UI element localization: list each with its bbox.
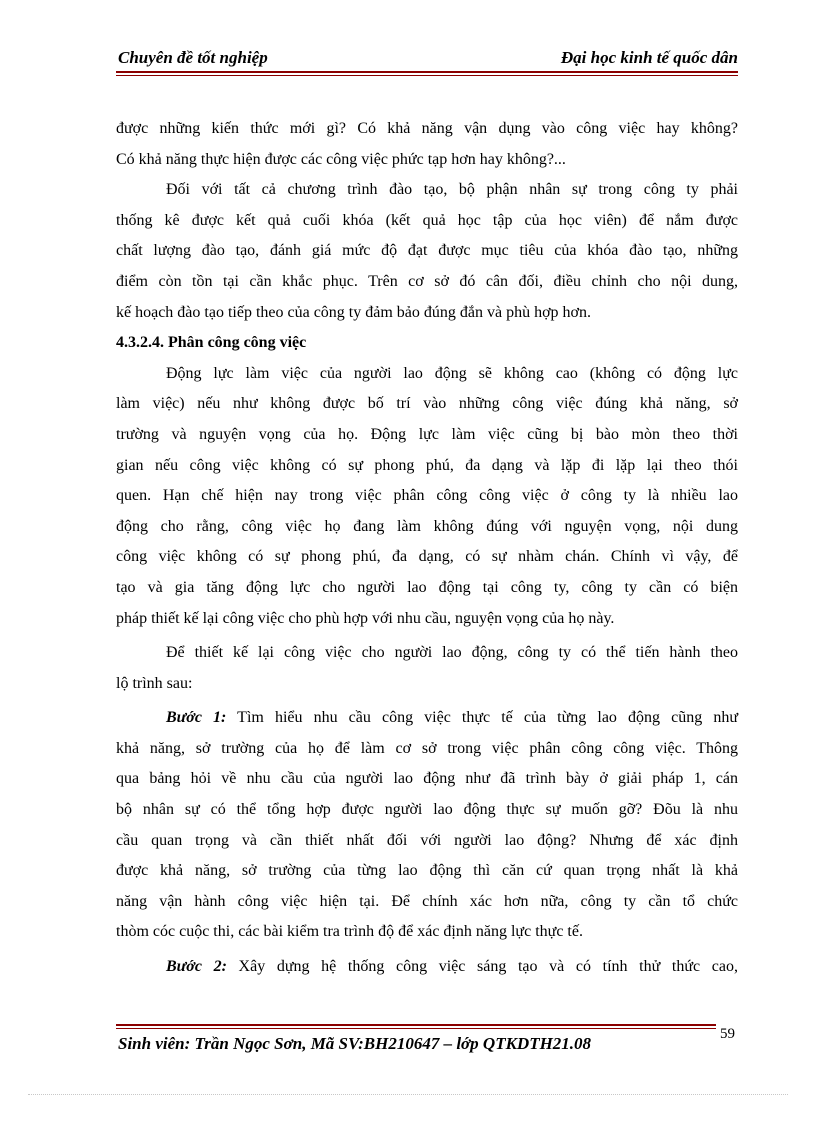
text-line: qua bảng hỏi về nhu cầu của người lao động như đã trình bày ở giải pháp 1, cán bbox=[116, 770, 738, 788]
step-2-text: Xây dựng hệ thống công việc sáng tạo và có tính thử thức cao, bbox=[226, 958, 738, 976]
page-edge-dotted-line bbox=[28, 1094, 788, 1095]
section-heading: 4.3.2.4. Phân công công việc bbox=[116, 334, 307, 352]
step-1-text: Tìm hiểu nhu cầu công việc thực tế của từng lao động cũng như bbox=[226, 709, 738, 727]
page-footer bbox=[116, 1022, 716, 1062]
text-line: lộ trình sau: bbox=[116, 674, 193, 692]
text-line: năng vận hành công việc hiện tại. Để chính xác hơn nữa, công ty cần tổ chức bbox=[116, 892, 738, 910]
text-line: kế hoạch đào tạo tiếp theo của công ty đảm bảo đúng đắn và phù hợp hơn. bbox=[116, 303, 592, 321]
text-line: Động lực làm việc của người lao động sẽ không cao (không có động lực bbox=[166, 364, 738, 382]
text-line: bộ nhân sự có thể tổng hợp được người lao động thực sự muốn gỡ? Đõu là nhu bbox=[116, 801, 738, 819]
text-line: tạo và gia tăng động lực cho người lao động tại công ty, công ty cần có biện bbox=[116, 578, 738, 596]
step-1-first-line bbox=[116, 703, 738, 734]
text-line: làm việc) nếu như không được bố trí vào những công việc đúng khả năng, sở bbox=[116, 395, 738, 413]
text-line: khả năng, sở trường của họ để làm cơ sở trong việc phân công công việc. Thông bbox=[116, 739, 738, 757]
text-line: Để thiết kế lại công việc cho người lao động, công ty có thể tiến hành theo bbox=[166, 644, 738, 662]
page-number: 59 bbox=[720, 1026, 735, 1042]
text-line: động cho rằng, công việc họ đang làm không đúng với nguyện vọng, nội dung bbox=[116, 517, 738, 535]
page-header bbox=[116, 48, 738, 72]
text-line: gian nếu công việc không có sự phong phú, đa dạng và lặp đi lặp lại theo thói bbox=[116, 456, 738, 474]
text-line: được những kiến thức mới gì? Có khả năng vận dụng vào công việc hay không? bbox=[116, 120, 738, 137]
body-text bbox=[116, 114, 738, 983]
text-line: pháp thiết kế lại công việc cho phù hợp với nhu cầu, nguyện vọng của họ này. bbox=[116, 609, 615, 627]
text-line: thống kê được kết quả cuối khóa (kết quả học tập của học viên) để nắm được bbox=[116, 211, 738, 229]
footer-rule-thick bbox=[116, 1024, 716, 1026]
text-line: Đối với tất cả chương trình đào tạo, bộ phận nhân sự trong công ty phải bbox=[166, 181, 738, 199]
header-right-title: Đại học kinh tế quốc dân bbox=[560, 48, 738, 67]
footer-student-info: Sinh viên: Trần Ngọc Sơn, Mã SV:BH210647 – lớp QTKDTH21.08 bbox=[118, 1034, 592, 1053]
step-2-first-line bbox=[116, 952, 738, 983]
header-left-title: Chuyên đề tốt nghiệp bbox=[118, 48, 268, 67]
text-line: thòm cóc cuộc thi, các bài kiểm tra trình độ để xác định năng lực thực tế. bbox=[116, 923, 583, 941]
step-2-label: Bước 2: bbox=[166, 958, 227, 976]
text-line: chất lượng đào tạo, đánh giá mức độ đạt được mục tiêu của khóa đào tạo, những bbox=[116, 242, 738, 260]
text-line: quen. Hạn chế hiện nay trong việc phân công công việc ở công ty là nhiều lao bbox=[116, 487, 738, 505]
footer-rule-thin bbox=[116, 1028, 716, 1029]
text-line: Có khả năng thực hiện được các công việc phức tạp hơn hay không?... bbox=[116, 150, 566, 168]
text-line: cầu quan trọng và cần thiết nhất đối với người lao động? Nhưng để xác định bbox=[116, 831, 738, 849]
step-1-label: Bước 1: bbox=[166, 709, 227, 727]
text-line: trường và nguyện vọng của họ. Động lực làm việc cũng bị bào mòn theo thời bbox=[116, 425, 738, 443]
header-rule-thick bbox=[116, 71, 738, 73]
text-line: điểm còn tồn tại cần khắc phục. Trên cơ sở đó cân đối, điều chỉnh cho nội dung, bbox=[116, 272, 738, 290]
text-line: được khả năng, sở trường của từng lao động thì căn cứ quan trọng nhất là khả bbox=[116, 862, 738, 880]
header-rule-thin bbox=[116, 75, 738, 76]
text-line: công việc không có sự phong phú, đa dạng, có sự nhàm chán. Chính vì vậy, để bbox=[116, 548, 738, 566]
